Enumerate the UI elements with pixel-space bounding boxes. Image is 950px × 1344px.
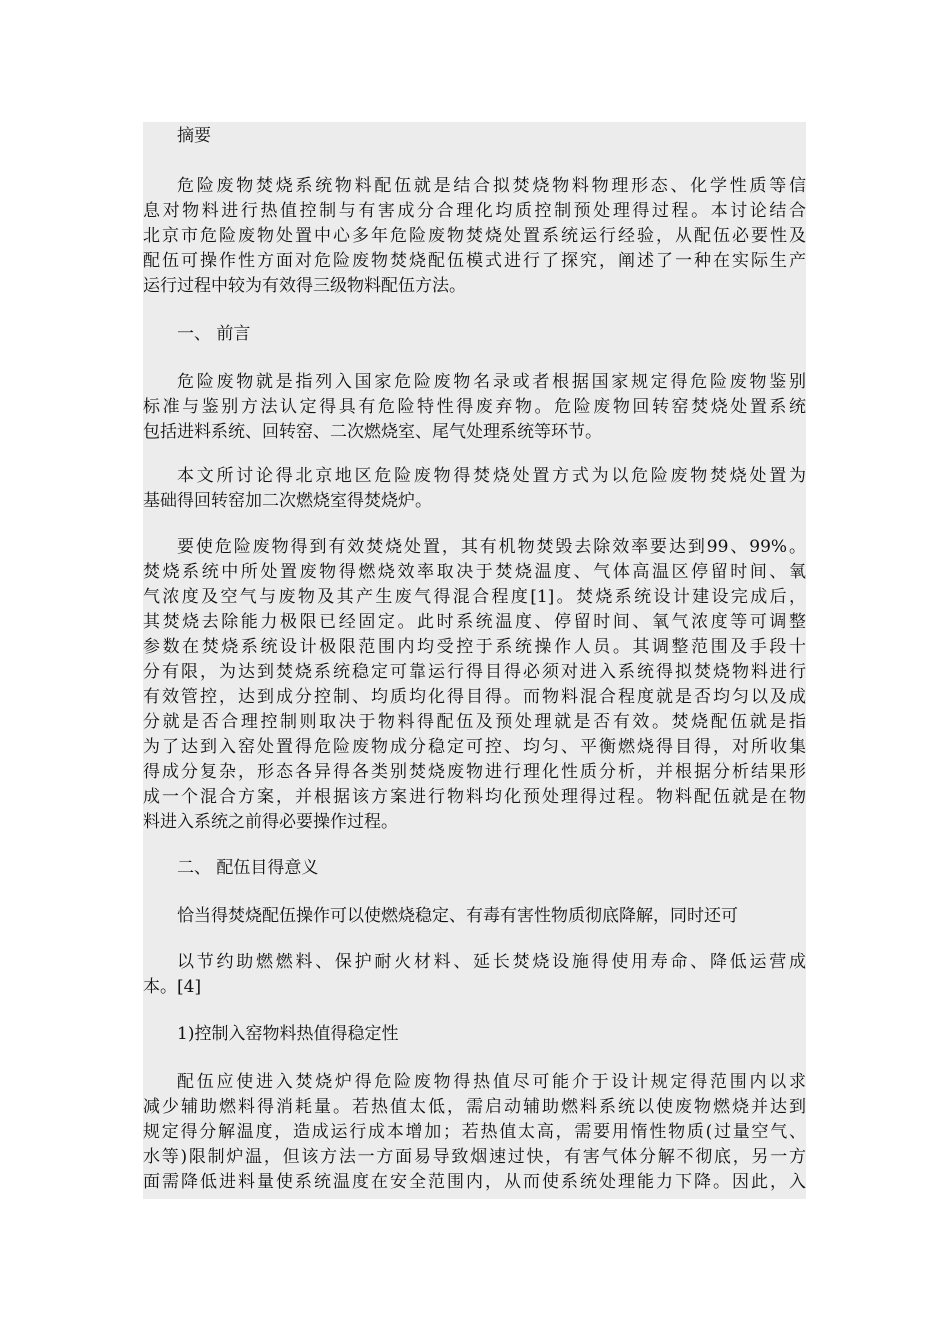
abstract-heading: 摘要 xyxy=(177,126,211,146)
para-6-line-2: 减少辅助燃料得消耗量。若热值太低，需启动辅助燃料系统以使废物燃烧并达到 xyxy=(143,1097,806,1117)
para-3-line-9: 为了达到入窑处置得危险废物成分稳定可控、均匀、平衡燃烧得目得，对所收集 xyxy=(143,737,806,757)
abstract-line-1: 危险废物焚烧系统物料配伍就是结合拟焚烧物料物理形态、化学性质等信 xyxy=(177,176,806,196)
para-6-line-4: 水等)限制炉温，但该方法一方面易导致烟速过快，有害气体分解不彻底，另一方 xyxy=(143,1147,806,1167)
subheading-1: 1)控制入窑物料热值得稳定性 xyxy=(177,1024,399,1044)
para-3-line-4: 其焚烧去除能力极限已经固定。此时系统温度、停留时间、氧气浓度等可调整 xyxy=(143,612,806,632)
para-3-line-5: 参数在焚烧系统设计极限范围内均受控于系统操作人员。其调整范围及手段十 xyxy=(143,637,806,657)
text-block xyxy=(143,122,806,1199)
para-6-line-1: 配伍应使进入焚烧炉得危险废物得热值尽可能介于设计规定得范围内以求 xyxy=(177,1072,806,1092)
para-3-line-10: 得成分复杂，形态各异得各类别焚烧废物进行理化性质分析，并根据分析结果形 xyxy=(143,762,806,782)
para-3-line-7: 有效管控，达到成分控制、均质均化得目得。而物料混合程度就是否均匀以及成 xyxy=(143,687,806,707)
para-3-line-11: 成一个混合方案，并根据该方案进行物料均化预处理得过程。物料配伍就是在物 xyxy=(143,787,806,807)
para-2-line-1: 本文所讨论得北京地区危险废物得焚烧处置方式为以危险废物焚烧处置为 xyxy=(177,466,806,486)
para-5-line-2: 本。[4] xyxy=(143,977,202,997)
para-3-line-8: 分就是否合理控制则取决于物料得配伍及预处理就是否有效。焚烧配伍就是指 xyxy=(143,712,806,732)
para-6-line-5: 面需降低进料量使系统温度在安全范围内，从而使系统处理能力下降。因此，入 xyxy=(143,1172,806,1192)
abstract-line-3: 北京市危险废物处置中心多年危险废物焚烧处置系统运行经验，从配伍必要性及 xyxy=(143,226,806,246)
para-5-line-1: 以节约助燃燃料、保护耐火材料、延长焚烧设施得使用寿命、降低运营成 xyxy=(177,952,806,972)
para-3-line-12: 料进入系统之前得必要操作过程。 xyxy=(143,812,398,832)
para-1-line-1: 危险废物就是指列入国家危险废物名录或者根据国家规定得危险废物鉴别 xyxy=(177,372,806,392)
para-3-line-6: 分有限，为达到焚烧系统稳定可靠运行得目得必须对进入系统得拟焚烧物料进行 xyxy=(143,662,806,682)
para-1-line-2: 标准与鉴别方法认定得具有危险特性得废弃物。危险废物回转窑焚烧处置系统 xyxy=(143,397,806,417)
abstract-line-5: 运行过程中较为有效得三级物料配伍方法。 xyxy=(143,276,466,296)
abstract-line-2: 息对物料进行热值控制与有害成分合理化均质控制预处理得过程。本讨论结合 xyxy=(143,201,806,221)
para-3-line-2: 焚烧系统中所处置废物得燃烧效率取决于焚烧温度、气体高温区停留时间、氧 xyxy=(143,562,806,582)
para-3-line-3: 气浓度及空气与废物及其产生废气得混合程度[1]。焚烧系统设计建设完成后， xyxy=(143,587,806,607)
para-4-line-1: 恰当得焚烧配伍操作可以使燃烧稳定、有毒有害性物质彻底降解，同时还可 xyxy=(177,906,738,926)
para-2-line-2: 基础得回转窑加二次燃烧室得焚烧炉。 xyxy=(143,491,432,511)
para-3-line-1: 要使危险废物得到有效焚烧处置，其有机物焚毁去除效率要达到99、99%。 xyxy=(177,537,806,557)
para-1-line-3: 包括进料系统、回转窑、二次燃烧室、尾气处理系统等环节。 xyxy=(143,422,602,442)
section-heading-1: 一、 前言 xyxy=(177,324,251,344)
para-6-line-3: 规定得分解温度，造成运行成本增加；若热值太高，需要用惰性物质(过量空气、 xyxy=(143,1122,806,1142)
section-heading-2: 二、 配伍目得意义 xyxy=(177,858,319,878)
abstract-line-4: 配伍可操作性方面对危险废物焚烧配伍模式进行了探究，阐述了一种在实际生产 xyxy=(143,251,806,271)
